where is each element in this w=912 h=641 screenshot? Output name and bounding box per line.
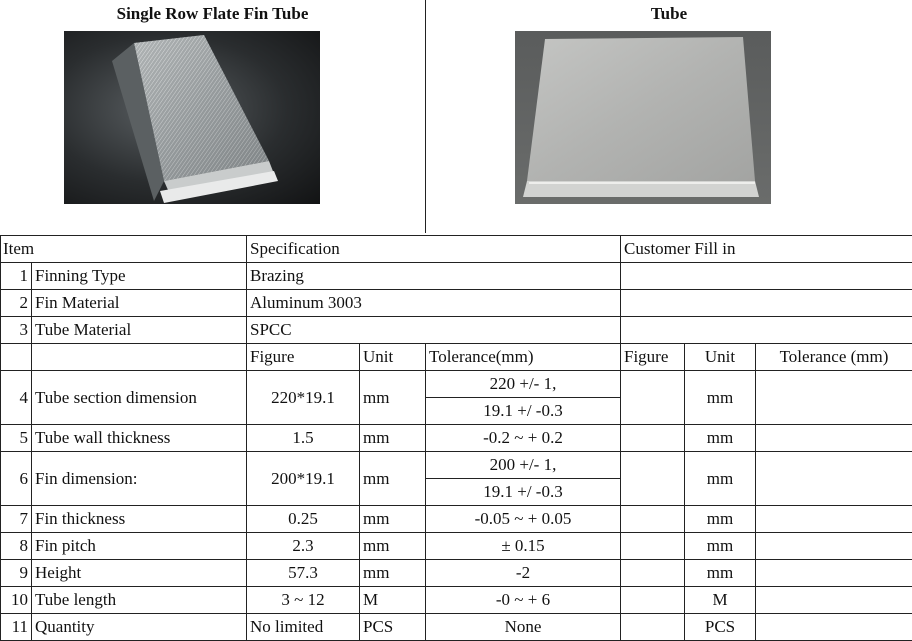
table-row <box>1 506 912 533</box>
unit-value: mm <box>360 371 426 425</box>
fin-tube-panel <box>0 0 426 233</box>
tolerance-value: 220 +/- 1, <box>426 371 621 398</box>
customer-figure-cell <box>621 371 685 425</box>
customer-figure-cell <box>621 452 685 506</box>
customer-tolerance-cell <box>756 560 912 587</box>
item-name: Fin Material <box>32 290 247 317</box>
customer-tolerance-cell <box>756 614 912 641</box>
customer-figure-cell <box>621 614 685 641</box>
tube-panel <box>426 0 912 233</box>
customer-cell <box>621 290 912 317</box>
empty-cell <box>1 344 32 371</box>
unit-value: M <box>360 587 426 614</box>
customer-unit-value: mm <box>685 533 756 560</box>
unit-value: mm <box>360 533 426 560</box>
spec-value: Aluminum 3003 <box>247 290 621 317</box>
row-number: 10 <box>1 587 32 614</box>
fin-tube-illustration <box>64 31 320 204</box>
spec-value: SPCC <box>247 317 621 344</box>
tolerance-value: ± 0.15 <box>426 533 621 560</box>
table-row <box>1 371 912 398</box>
table-row <box>1 614 912 641</box>
row-number: 4 <box>1 371 32 425</box>
figure-value: 0.25 <box>247 506 360 533</box>
customer-figure-cell <box>621 533 685 560</box>
tolerance-header: Tolerance(mm) <box>426 344 621 371</box>
row-number: 9 <box>1 560 32 587</box>
customer-unit-value: M <box>685 587 756 614</box>
table-header-row <box>1 236 912 263</box>
table-row <box>1 317 912 344</box>
row-number: 3 <box>1 317 32 344</box>
customer-unit-value: mm <box>685 506 756 533</box>
item-name: Quantity <box>32 614 247 641</box>
tolerance-value: -0.05 ~ + 0.05 <box>426 506 621 533</box>
tolerance-value: -0 ~ + 6 <box>426 587 621 614</box>
unit-header: Unit <box>360 344 426 371</box>
table-row <box>1 533 912 560</box>
row-number: 7 <box>1 506 32 533</box>
row-number: 1 <box>1 263 32 290</box>
customer-unit-value: mm <box>685 425 756 452</box>
tolerance-value: 19.1 +/ -0.3 <box>426 398 621 425</box>
item-name: Tube length <box>32 587 247 614</box>
customer-figure-cell <box>621 587 685 614</box>
row-number: 8 <box>1 533 32 560</box>
specification-header: Specification <box>247 236 621 263</box>
customer-unit-header: Unit <box>685 344 756 371</box>
figure-value: 57.3 <box>247 560 360 587</box>
unit-value: PCS <box>360 614 426 641</box>
specification-table <box>0 235 912 641</box>
customer-figure-cell <box>621 506 685 533</box>
tolerance-value: None <box>426 614 621 641</box>
spec-value: Brazing <box>247 263 621 290</box>
customer-unit-value: mm <box>685 560 756 587</box>
customer-tolerance-cell <box>756 425 912 452</box>
item-name: Height <box>32 560 247 587</box>
item-name: Fin dimension: <box>32 452 247 506</box>
item-name: Tube section dimension <box>32 371 247 425</box>
image-header <box>0 0 912 233</box>
item-name: Fin pitch <box>32 533 247 560</box>
customer-figure-cell <box>621 425 685 452</box>
customer-tolerance-cell <box>756 587 912 614</box>
item-name: Tube Material <box>32 317 247 344</box>
fin-tube-heading: Single Row Flate Fin Tube <box>0 4 425 24</box>
unit-value: mm <box>360 425 426 452</box>
figure-value: 2.3 <box>247 533 360 560</box>
customer-fill-header: Customer Fill in <box>621 236 912 263</box>
figure-value: 3 ~ 12 <box>247 587 360 614</box>
table-row <box>1 425 912 452</box>
tube-photo <box>515 31 771 204</box>
customer-figure-cell <box>621 560 685 587</box>
row-number: 5 <box>1 425 32 452</box>
table-row <box>1 587 912 614</box>
item-header: Item <box>1 236 247 263</box>
figure-value: 200*19.1 <box>247 452 360 506</box>
unit-value: mm <box>360 452 426 506</box>
customer-cell <box>621 317 912 344</box>
figure-value: 220*19.1 <box>247 371 360 425</box>
unit-value: mm <box>360 560 426 587</box>
item-name: Fin thickness <box>32 506 247 533</box>
item-name: Finning Type <box>32 263 247 290</box>
customer-unit-value: PCS <box>685 614 756 641</box>
customer-unit-value: mm <box>685 452 756 506</box>
table-row <box>1 263 912 290</box>
tolerance-value: -0.2 ~ + 0.2 <box>426 425 621 452</box>
sub-header-row <box>1 344 912 371</box>
figure-header: Figure <box>247 344 360 371</box>
item-name: Tube wall thickness <box>32 425 247 452</box>
customer-tolerance-cell <box>756 506 912 533</box>
tube-heading: Tube <box>426 4 912 24</box>
row-number: 11 <box>1 614 32 641</box>
customer-tolerance-cell <box>756 533 912 560</box>
row-number: 6 <box>1 452 32 506</box>
customer-tolerance-cell <box>756 452 912 506</box>
empty-cell <box>32 344 247 371</box>
customer-tolerance-header: Tolerance (mm) <box>756 344 912 371</box>
figure-value: 1.5 <box>247 425 360 452</box>
tolerance-value: -2 <box>426 560 621 587</box>
tolerance-value: 200 +/- 1, <box>426 452 621 479</box>
customer-tolerance-cell <box>756 371 912 425</box>
tube-illustration <box>515 31 771 204</box>
table-row <box>1 452 912 479</box>
customer-cell <box>621 263 912 290</box>
customer-unit-value: mm <box>685 371 756 425</box>
tolerance-value: 19.1 +/ -0.3 <box>426 479 621 506</box>
table-row <box>1 290 912 317</box>
table-row <box>1 560 912 587</box>
row-number: 2 <box>1 290 32 317</box>
figure-value: No limited <box>247 614 360 641</box>
unit-value: mm <box>360 506 426 533</box>
fin-tube-photo <box>64 31 320 204</box>
customer-figure-header: Figure <box>621 344 685 371</box>
